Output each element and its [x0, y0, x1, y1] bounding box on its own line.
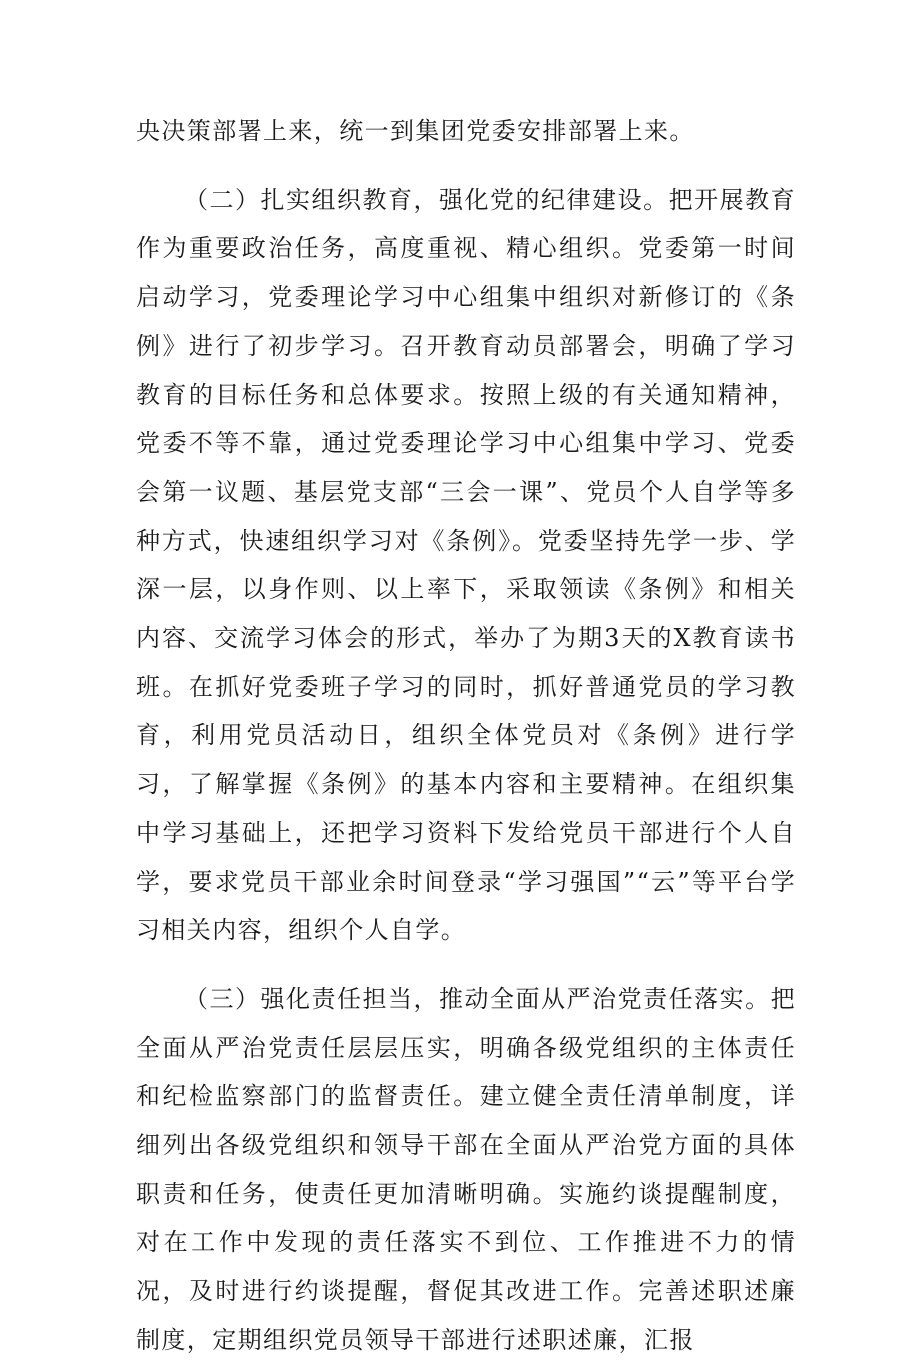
- paragraph-section-3: （三）强化责任担当，推动全面从严治党责任落实。把全面从严治党责任层层压实，明确各级党组织的主体责任和纪检监察部门的监督责任。建立健全责任清单制度，详细列出各级党组织和领导干部在全面从严治党方面的具体职责和任务，使责任更加清晰明确。实施约谈提醒制度，对在工作中发现的责任落实不到位、工作推进不力的情况，及时进行约谈提醒，督促其改进工作。完善述职述廉制度，定期组织党员领导干部进行述职述廉，汇报: [136, 984, 796, 1354]
- paragraph-gap: [136, 156, 796, 176]
- paragraph-continuation: 央决策部署上来，统一到集团党委安排部署上来。: [136, 117, 695, 145]
- paragraph-section-2: （二）扎实组织教育，强化党的纪律建设。把开展教育作为重要政治任务，高度重视、精心组织。党委第一时间启动学习，党委理论学习中心组集中组织对新修订的《条例》进行了初步学习。召开教育动员部署会，明确了学习教育的目标任务和总体要求。按照上级的有关通知精神，党委不等不靠，通过党委理论学习中心组集中学习、党委会第一议题、基层党支部“三会一课”、党员个人自学等多种方式，快速组织学习对《条例》。党委坚持先学一步、学深一层，以身作则、以上率下，采取领读《条例》和相关内容、交流学习体会的形式，举办了为期3天的X教育读书班。在抓好党委班子学习的同时，抓好普通党员的学习教育，利用党员活动日，组织全体党员对《条例》进行学习，了解掌握《条例》的基本内容和主要精神。在组织集中学习基础上，还把学习资料下发给党员干部进行个人自学，要求党员干部业余时间登录“学习强国”“云”等平台学习相关内容，组织个人自学。: [136, 185, 796, 945]
- document-body: [136, 107, 796, 1365]
- paragraph-gap: [136, 955, 796, 975]
